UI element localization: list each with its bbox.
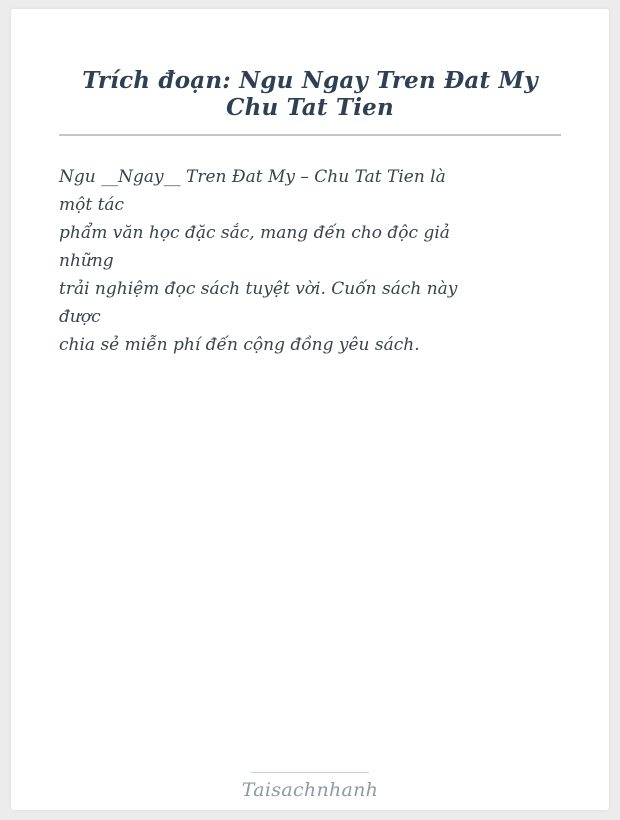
excerpt-line: một tác bbox=[59, 195, 125, 215]
footer-divider bbox=[251, 772, 369, 773]
excerpt-body bbox=[59, 163, 561, 359]
excerpt-line: trải nghiệm đọc sách tuyệt vời. Cuốn sách này bbox=[59, 279, 458, 299]
footer-brand: Taisachnhanh bbox=[241, 779, 379, 801]
excerpt-line: chia sẻ miễn phí đến cộng đồng yêu sách. bbox=[59, 335, 420, 355]
document-page bbox=[11, 9, 609, 810]
document-content bbox=[11, 9, 609, 359]
excerpt-line: Ngu __Ngay__ Tren Đat My – Chu Tat Tien là bbox=[59, 167, 446, 187]
excerpt-line: những bbox=[59, 251, 114, 271]
excerpt-line: được bbox=[59, 307, 101, 327]
excerpt-line: phẩm văn học đặc sắc, mang đến cho độc giả bbox=[59, 223, 450, 243]
page-title: Trích đoạn: Ngu Ngay Tren Đat My Chu Tat Tien bbox=[82, 67, 538, 121]
page-footer bbox=[11, 772, 609, 801]
title-divider bbox=[59, 134, 561, 136]
